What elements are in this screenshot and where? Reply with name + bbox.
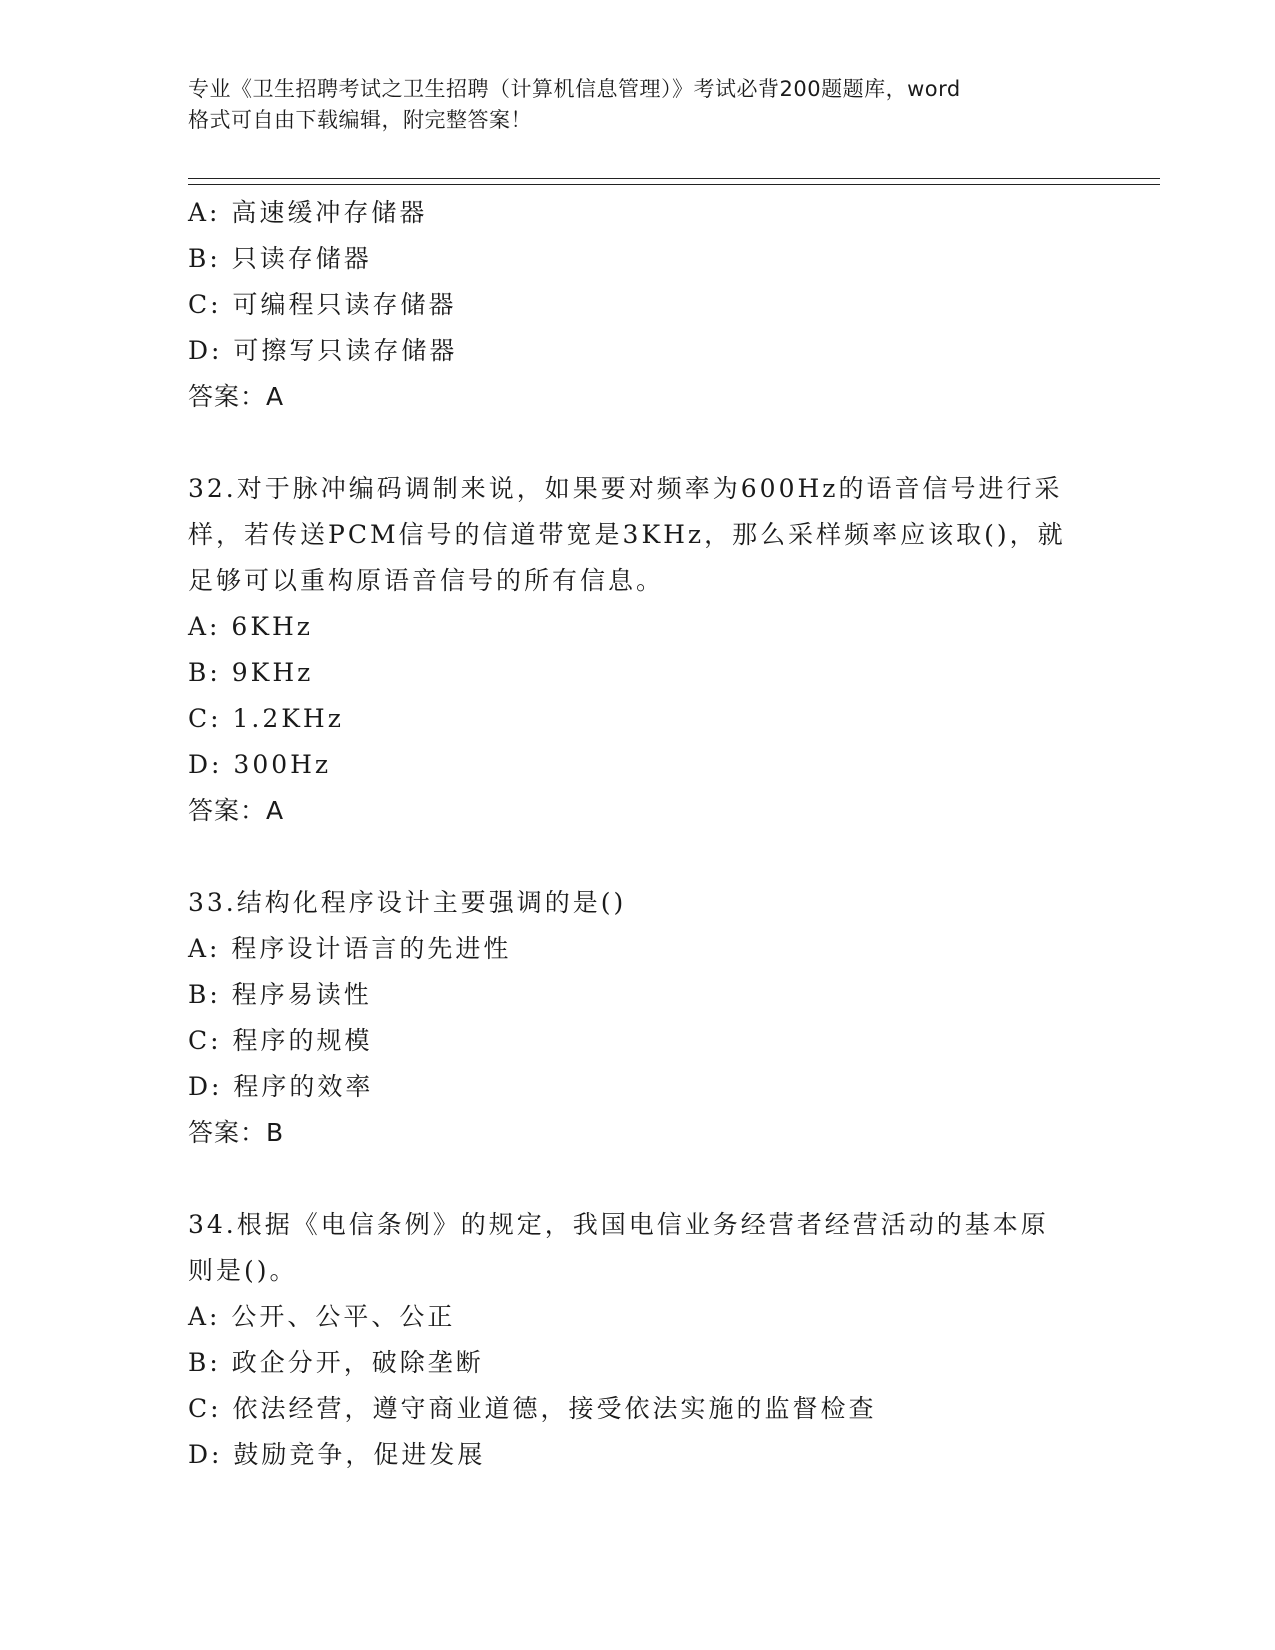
question-stem: 32.对于脉冲编码调制来说，如果要对频率为600Hz的语音信号进行采 [188, 474, 1063, 503]
answer-line: 答案：B [188, 1118, 285, 1147]
question-stem: 足够可以重构原语音信号的所有信息。 [188, 566, 665, 595]
question-32 [188, 466, 1088, 834]
header-title-line: 专业《卫生招聘考试之卫生招聘（计算机信息管理）》考试必背200题题库，word [188, 77, 961, 101]
question-stem: 则是()。 [188, 1256, 298, 1285]
spacer [188, 420, 1088, 466]
spacer [188, 1156, 1088, 1202]
option-d: D: 鼓励竞争，促进发展 [188, 1440, 486, 1469]
answer-line: 答案：A [188, 382, 285, 411]
question-list [188, 190, 1088, 1478]
question-stem: 34.根据《电信条例》的规定，我国电信业务经营者经营活动的基本原 [188, 1210, 1049, 1239]
option-b: B: 程序易读性 [188, 980, 372, 1009]
option-d: D: 可擦写只读存储器 [188, 336, 458, 365]
option-a: A: 程序设计语言的先进性 [188, 934, 512, 963]
option-c: C: 程序的规模 [188, 1026, 373, 1055]
option-a: A: 高速缓冲存储器 [188, 198, 428, 227]
option-b: B: 只读存储器 [188, 244, 372, 273]
option-c: C: 1.2KHz [188, 704, 344, 733]
option-d: D: 程序的效率 [188, 1072, 374, 1101]
header-subtitle-line: 格式可自由下载编辑，附完整答案！ [188, 108, 532, 132]
question-33 [188, 880, 1088, 1156]
option-b: B: 9KHz [188, 658, 314, 687]
option-b: B: 政企分开，破除垄断 [188, 1348, 484, 1377]
option-a: A: 6KHz [188, 612, 313, 641]
option-a: A: 公开、公平、公正 [188, 1302, 456, 1331]
header-divider-top [188, 178, 1160, 179]
option-c: C: 依法经营，遵守商业道德，接受依法实施的监督检查 [188, 1394, 877, 1423]
question-stem: 33.结构化程序设计主要强调的是() [188, 888, 627, 917]
document-header [188, 74, 1108, 136]
option-c: C: 可编程只读存储器 [188, 290, 457, 319]
header-divider-bottom [188, 184, 1160, 185]
option-d: D: 300Hz [188, 750, 332, 779]
question-stem: 样，若传送PCM信号的信道带宽是3KHz，那么采样频率应该取()，就 [188, 520, 1066, 549]
question-34 [188, 1202, 1088, 1478]
answer-line: 答案：A [188, 796, 285, 825]
question-31 [188, 190, 1088, 420]
spacer [188, 834, 1088, 880]
